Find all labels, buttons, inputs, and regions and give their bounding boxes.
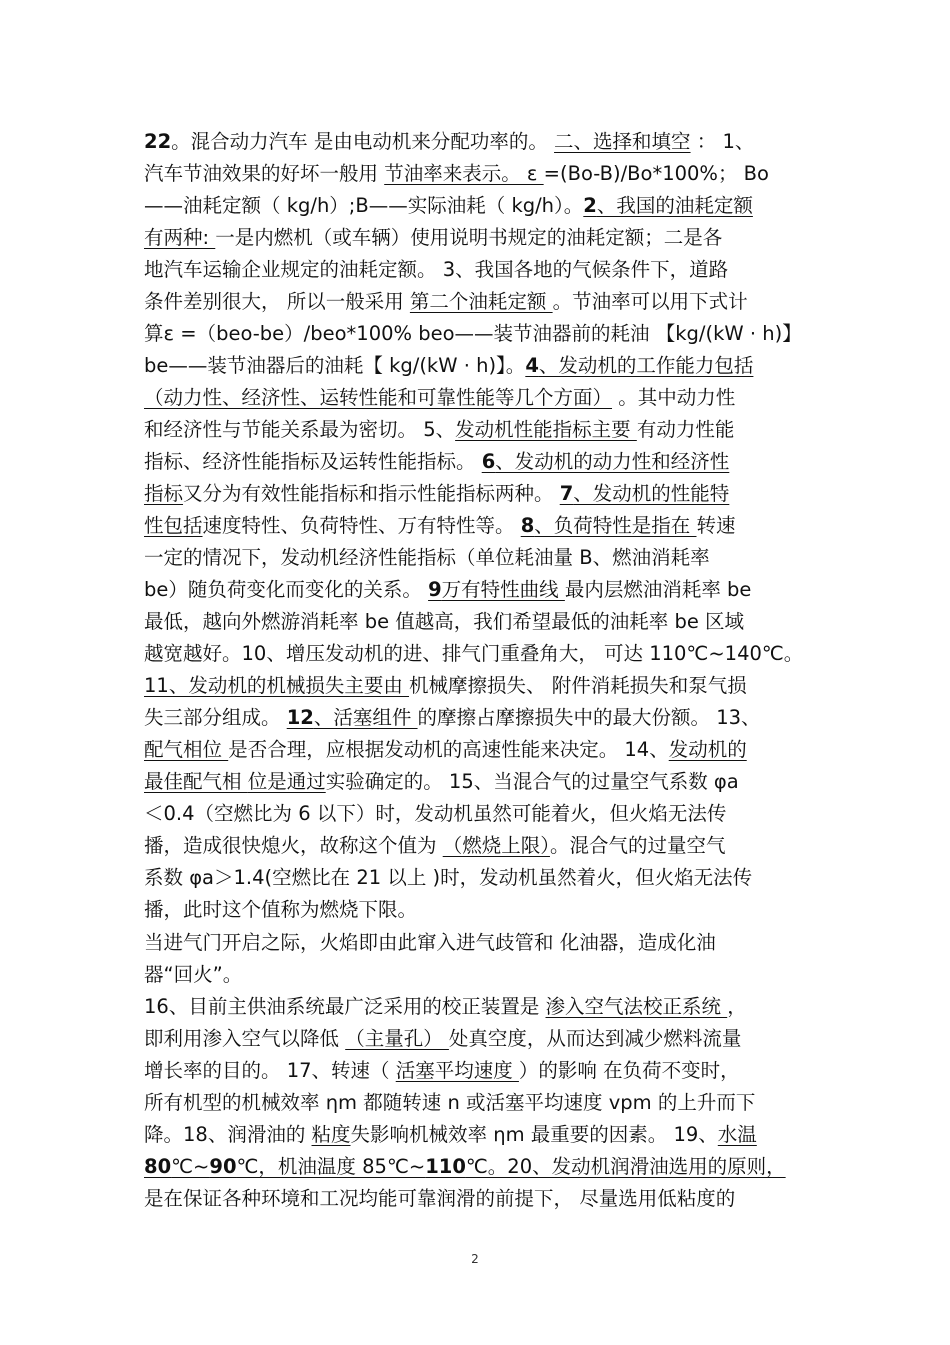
text-segment: 速度特性、负荷特性、万有特性等。 <box>202 514 521 537</box>
text-segment: 发动机的 <box>668 738 747 761</box>
text-segment: 器“回火”。 <box>144 963 243 986</box>
text-line <box>144 991 814 1023</box>
text-segment: 当进气门开启之际，火焰即由此窜入进气歧管和 化油器，造成化油 <box>144 931 716 954</box>
text-line <box>144 1119 814 1151</box>
text-segment: ℃~ <box>171 1155 210 1178</box>
text-line <box>144 510 814 542</box>
text-line <box>144 670 814 702</box>
text-segment: 4 <box>525 354 539 377</box>
text-segment: 汽车节油效果的好坏一般用 <box>144 162 385 185</box>
text-line <box>144 734 814 766</box>
text-segment: 增长率的目的。 17、转速（ <box>144 1059 396 1082</box>
text-line <box>144 542 814 574</box>
text-segment: 渗入空气法校正系统 <box>545 995 728 1018</box>
text-line <box>144 830 814 862</box>
text-segment: 是否合理，应根据发动机的高速性能来决定。 14、 <box>228 738 669 761</box>
text-segment: 水温 <box>717 1123 757 1146</box>
text-segment: 有动力性能 <box>636 418 735 441</box>
page-number: 2 <box>471 1252 479 1266</box>
text-segment: 指标、经济性能指标及运转性能指标。 <box>144 450 482 473</box>
text-line <box>144 446 814 478</box>
text-segment: 转速 <box>696 514 736 537</box>
text-line <box>144 959 814 991</box>
text-segment: 地汽车运输企业规定的油耗定额。 3、我国各地的气候条件下，道路 <box>144 258 729 281</box>
text-segment: 系数 φa＞1.4(空燃比在 21 以上 )时，发动机虽然着火，但火焰无法传 <box>144 866 753 889</box>
text-segment: 的摩擦占摩擦损失中的最大份额。 13、 <box>417 706 761 729</box>
text-segment: =(Bo-B)/Bo*100%； Bo <box>543 162 769 185</box>
text-segment: 处真空度，从而达到减少燃料流量 <box>448 1027 742 1050</box>
text-segment: 降。18、润滑油的 <box>144 1123 312 1146</box>
text-segment: 最低，越向外燃游消耗率 be 值越高，我们希望最低的油耗率 be 区域 <box>144 610 745 633</box>
text-line <box>144 574 814 606</box>
text-line <box>144 1055 814 1087</box>
text-segment: ——油耗定额（ kg/h）;B——实际油耗（ kg/h）。 <box>144 194 584 217</box>
text-segment: 、活塞组件 <box>313 706 418 729</box>
text-line <box>144 766 814 798</box>
text-segment: 活塞平均速度 <box>395 1059 519 1082</box>
text-segment: 22 <box>144 130 172 153</box>
text-segment: 失三部分组成。 <box>144 706 287 729</box>
text-segment: 。节油率可以用下式计 <box>552 290 748 313</box>
text-line <box>144 638 814 670</box>
text-segment: 二、选择和填空 <box>554 130 691 153</box>
text-line <box>144 158 814 190</box>
text-line <box>144 1087 814 1119</box>
text-segment: 一定的情况下，发动机经济性能指标（单位耗油量 B、燃油消耗率 <box>144 546 710 569</box>
text-segment: 即利用渗入空气以降低 <box>144 1027 346 1050</box>
text-segment: ℃，机油温度 85℃~ <box>236 1155 426 1178</box>
text-line <box>144 286 814 318</box>
text-line <box>144 126 814 158</box>
text-line <box>144 478 814 510</box>
text-segment: 6 <box>481 450 496 473</box>
text-segment: 。其中动力性 <box>612 386 736 409</box>
text-segment: 播，造成很快熄火，故称这个值为 <box>144 834 443 857</box>
text-line <box>144 318 814 350</box>
text-segment: ＜0.4（空燃比为 6 以下）时，发动机虽然可能着火，但火焰无法传 <box>144 802 727 825</box>
text-segment: 16、目前主供油系统最广泛采用的校正装置是 <box>144 995 546 1018</box>
text-line <box>144 1023 814 1055</box>
text-line <box>144 222 814 254</box>
text-line <box>144 606 814 638</box>
text-line <box>144 1183 814 1215</box>
text-segment: 又分为有效性能指标和指示性能指标两种。 <box>183 482 560 505</box>
text-segment: 发动机性能指标主要 <box>455 418 637 441</box>
text-segment: 。混合气的过量空气 <box>549 834 726 857</box>
text-line <box>144 254 814 286</box>
text-segment: ， <box>727 995 747 1018</box>
text-segment: 机械摩擦损失、 附件消耗损失和泵气损 <box>409 674 747 697</box>
text-segment: 播，此时这个值称为燃烧下限。 <box>144 898 418 921</box>
text-segment: 80 <box>144 1155 172 1178</box>
text-segment: ℃。20、发动机润滑油选用的原则， <box>465 1155 786 1178</box>
text-segment: 8 <box>520 514 535 537</box>
text-segment: 和经济性与节能关系最为密切。 5、 <box>144 418 456 441</box>
text-segment: （动力性、经济性、运转性能和可靠性能等几个方面） <box>144 386 613 409</box>
text-segment: 算ε =（beo-be）/beo*100% beo——装节油器前的耗油 【kg/(kW · h)】 <box>144 322 802 345</box>
text-segment: 11、发动机的机械损失主要由 <box>144 674 410 697</box>
text-segment: 、发动机的动力性和经济性 <box>495 450 730 473</box>
text-segment: 90 <box>209 1155 237 1178</box>
text-segment: （主量孔） <box>345 1027 449 1050</box>
text-segment: 、发动机的工作能力包括 <box>538 354 754 377</box>
text-segment: be）随负荷变化而变化的关系。 <box>144 578 429 601</box>
text-segment: 最内层燃油消耗率 be <box>564 578 752 601</box>
text-segment: 、负荷特性是指在 <box>534 514 697 537</box>
text-segment: 失影响机械效率 ηm 最重要的因素。 19、 <box>350 1123 718 1146</box>
text-segment: 是在保证各种环境和工况均能可靠润滑的前提下， 尽量选用低粘度的 <box>144 1187 736 1210</box>
text-segment: 实验确定的。 15、当混合气的过量空气系数 φa <box>325 770 739 793</box>
text-segment: 条件差别很大， 所以一般采用 <box>144 290 410 313</box>
text-line <box>144 927 814 959</box>
text-segment: 110 <box>425 1155 466 1178</box>
text-segment: 第二个油耗定额 <box>409 290 553 313</box>
text-segment: 越宽越好。10、增压发动机的进、排气门重叠角大， 可达 110℃~140℃。 <box>144 642 804 665</box>
text-line <box>144 798 814 830</box>
text-segment: 指标 <box>144 482 184 505</box>
text-segment: 位是通过 <box>247 770 326 793</box>
text-segment: be——装节油器后的油耗【 kg/(kW · h)】。 <box>144 354 526 377</box>
text-line <box>144 414 814 446</box>
text-segment: 节油率来表示。 ε <box>384 162 544 185</box>
text-segment: 所有机型的机械效率 ηm 都随转速 n 或活塞平均速度 vpm 的上升而下 <box>144 1091 756 1114</box>
text-segment: 配气相位 <box>144 738 229 761</box>
text-line <box>144 382 814 414</box>
text-segment: 、我国的油耗定额 <box>596 194 753 217</box>
text-segment: 9 <box>428 578 442 601</box>
text-segment: 粘度 <box>311 1123 351 1146</box>
text-segment: 12 <box>286 706 314 729</box>
text-segment: 、发动机的性能特 <box>573 482 730 505</box>
text-segment: 有两种: <box>144 226 216 249</box>
text-line <box>144 894 814 926</box>
text-segment: 万有特性曲线 <box>441 578 565 601</box>
text-segment: 2 <box>583 194 597 217</box>
text-segment: ）的影响 在负荷不变时， <box>518 1059 740 1082</box>
text-line <box>144 702 814 734</box>
text-line <box>144 862 814 894</box>
text-segment: 。混合动力汽车 是由电动机来分配功率的。 <box>171 130 555 153</box>
text-line <box>144 350 814 382</box>
text-segment: ： 1、 <box>690 130 755 153</box>
text-segment: 一是内燃机（或车辆）使用说明书规定的油耗定额；二是各 <box>215 226 723 249</box>
text-line <box>144 190 814 222</box>
text-segment: （燃烧上限） <box>442 834 550 857</box>
text-segment: 7 <box>559 482 574 505</box>
text-segment: 最佳配气相 <box>144 770 248 793</box>
text-line <box>144 1151 814 1183</box>
text-segment: 性包括 <box>144 514 203 537</box>
